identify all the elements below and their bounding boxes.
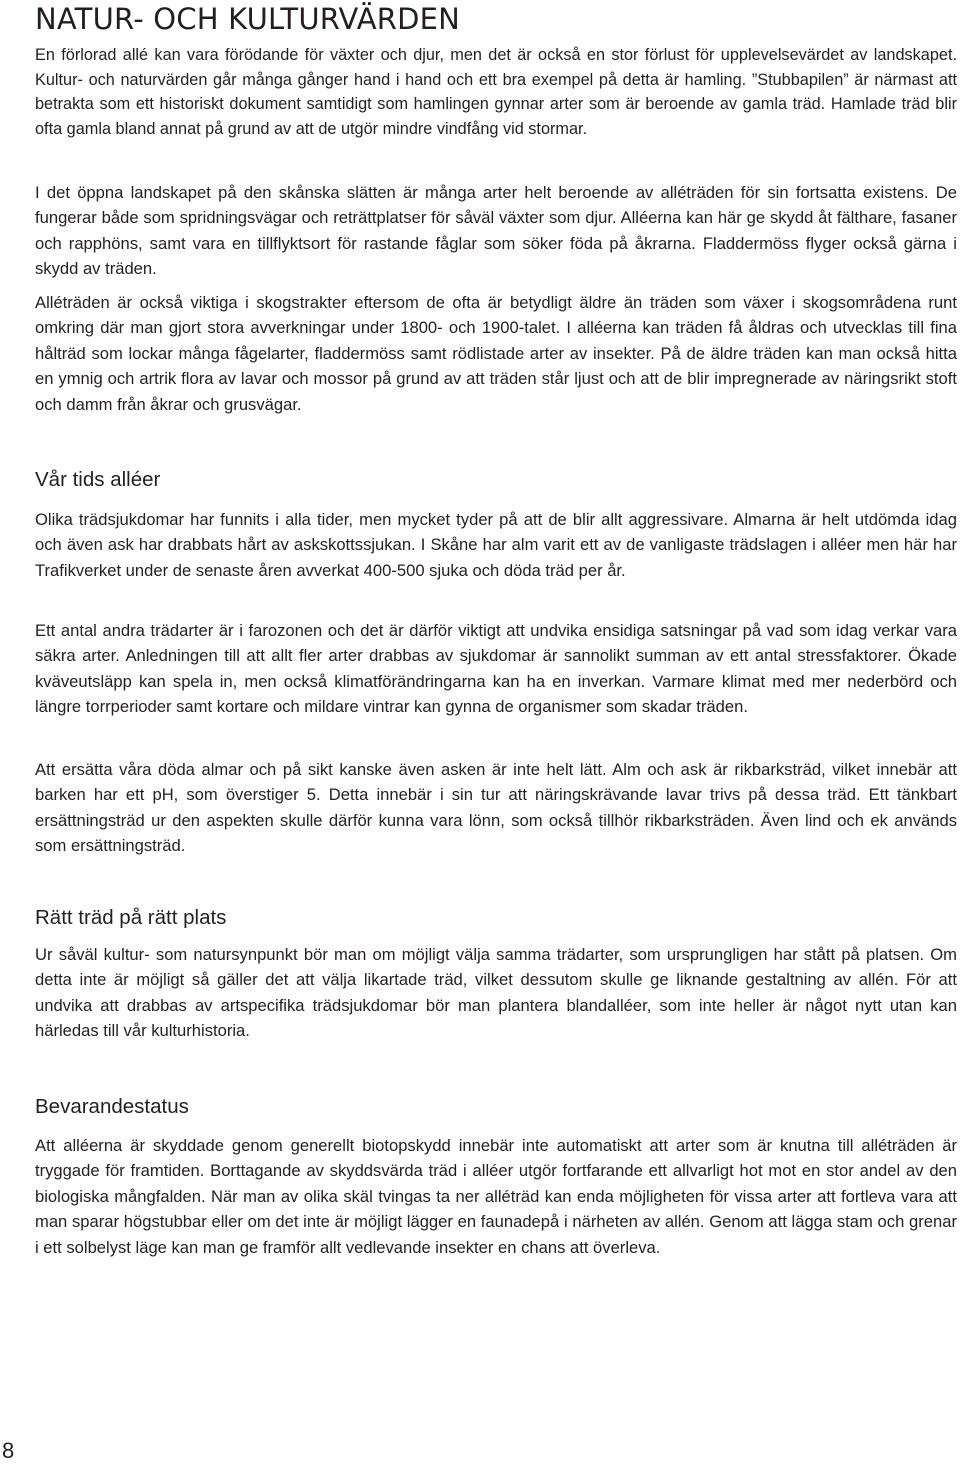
- page-title: NATUR- OCH KULTURVÄRDEN: [35, 2, 461, 36]
- section-heading-var-tids-alleer: Vår tids alléer: [35, 468, 161, 491]
- page-number: 8: [2, 1438, 15, 1463]
- var-tids-paragraph-3: Att ersätta våra döda almar och på sikt kanske även asken är inte helt lätt. Alm och ask är rikbarksträd, vilket innebär att barken har ett pH, som överstiger 5. Detta innebär i sin tur att näringskrävande lavar trivs på dessa träd. Ett tänkbart ersättningsträd ur den aspekten skulle därför kunna vara lönn, som också tillhör rikbarksträden. Även lind och ek används som ersättningsträd.: [35, 760, 957, 856]
- intro-paragraph-1: En förlorad allé kan vara förödande för växter och djur, men det är också en stor förlust för upplevelsevärdet av landskapet. Kultur- och naturvärden går många gånger hand i hand och ett bra exempel på detta är hamling. ”Stubbapilen” är närmast att betrakta som ett historiskt dokument samtidigt som hamlingen gynnar arter som är beroende av gamla träd. Hamlade träd blir ofta gamla bland annat på grund av att de utgör mindre vindfång vid stormar.: [35, 46, 957, 138]
- ratt-trad-paragraph-1: Ur såväl kultur- som natursynpunkt bör man om möjligt välja samma trädarter, som ursprungligen har stått på platsen. Om detta inte är möjligt så gäller det att välja likartade träd, vilket dessutom skulle ge liknande gestaltning av allén. För att undvika att drabbas av artspecifika trädsjukdomar bör man plantera blandalléer, som inte heller är något nytt utan kan härledas till vår kulturhistoria.: [35, 945, 957, 1041]
- var-tids-paragraph-1: Olika trädsjukdomar har funnits i alla tider, men mycket tyder på att de blir allt aggressivare. Almarna är helt utdömda idag och även ask har drabbats hårt av askskottssjukan. I Skåne har alm varit ett av de vanligaste trädslagen i alléer men här har Trafikverket under de senaste åren avverkat 400-500 sjuka och döda träd per år.: [35, 510, 957, 580]
- var-tids-paragraph-2: Ett antal andra trädarter är i farozonen och det är därför viktigt att undvika ensidiga satsningar på vad som idag verkar vara säkra arter. Anledningen till att allt fler arter drabbas av sjukdomar är sannolikt summan av ett antal stressfaktorer. Ökade kväveutsläpp kan spela in, men också klimatförändringarna kan ha en inverkan. Varmare klimat med mer nederbörd och längre torrperioder samt kortare och mildare vintrar kan gynna de organismer som skadar träden.: [35, 621, 957, 717]
- section-heading-bevarandestatus: Bevarandestatus: [35, 1095, 189, 1118]
- section-heading-ratt-trad: Rätt träd på rätt plats: [35, 906, 227, 929]
- intro-paragraph-3: Alléträden är också viktiga i skogstrakter eftersom de ofta är betydligt äldre än träden som växer i skogsområdena runt omkring där man gjort stora avverkningar under 1800- och 1900-talet. I alléerna kan träden få åldras och utvecklas till fina hålträd som lockar många fågelarter, fladdermöss samt rödlistade arter av insekter. På de äldre träden kan man också hitta en ymnig och artrik flora av lavar och mossor på grund av att träden står ljust och att de blir impregnerade av näringsrikt stoft och damm från åkrar och grusvägar.: [35, 293, 957, 414]
- bevarandestatus-paragraph-1: Att alléerna är skyddade genom generellt biotopskydd innebär inte automatiskt att arter som är knutna till alléträden är tryggade för framtiden. Borttagande av skyddsvärda träd i alléer utgör fortfarande ett allvarligt hot mot en stor andel av den biologiska mångfalden. När man av olika skäl tvingas ta ner alléträd kan enda möjligheten för vissa arter att fortleva vara att man sparar högstubbar eller om det inte är möjligt lägger en faunadepå i närheten av allén. Genom att lägga stam och grenar i ett solbelyst läge kan man ge framför allt vedlevande insekter en chans att överleva.: [35, 1136, 957, 1257]
- intro-paragraph-2: I det öppna landskapet på den skånska slätten är många arter helt beroende av alléträden för sin fortsatta existens. De fungerar både som spridningsvägar och reträttplatser för såväl växter som djur. Alléerna kan här ge skydd åt fälthare, fasaner och rapphöns, samt vara en tillflyktsort för rastande fåglar som söker föda på åkrarna. Fladdermöss flyger också gärna i skydd av träden.: [35, 183, 957, 279]
